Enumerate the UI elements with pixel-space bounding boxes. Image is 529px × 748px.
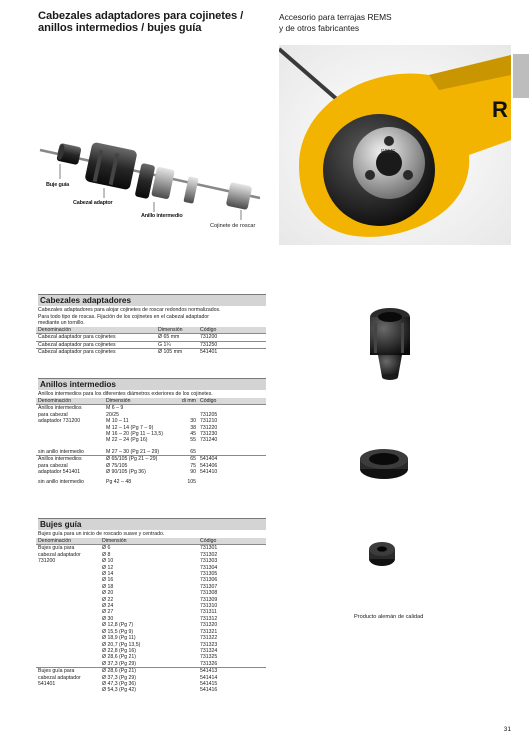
section-anillos-title: Anillos intermedios bbox=[38, 378, 266, 390]
table-row bbox=[36, 334, 266, 341]
dim-line: Ø 18,9 (Pg 11) bbox=[102, 635, 136, 642]
label-buje: Buje guía bbox=[46, 182, 69, 188]
name-line: 731200 bbox=[38, 558, 56, 565]
die-ring-part bbox=[135, 163, 175, 200]
cell-code bbox=[198, 405, 266, 444]
di-line: 65 bbox=[190, 456, 196, 463]
col-header: Denominación bbox=[36, 398, 104, 405]
section-bujes-title: Bujes guía bbox=[38, 518, 266, 530]
name-line: Anillos intermedios bbox=[38, 456, 82, 463]
di-line: 55 bbox=[190, 437, 196, 444]
title-line-2: anillos intermedios / bujes guía bbox=[38, 22, 202, 34]
code-line: 731301 bbox=[200, 545, 218, 552]
code-line: 731210 bbox=[200, 418, 218, 425]
table-row bbox=[36, 456, 266, 476]
col-header: Código bbox=[198, 538, 266, 545]
cell-name: Cabezal adaptador para cojinetes bbox=[36, 349, 156, 356]
code-line: 541414 bbox=[200, 674, 218, 681]
dim-line: M 6 – 9 bbox=[106, 405, 124, 412]
dim-line: 20/25 bbox=[106, 411, 119, 418]
label-anillo: Anillo intermedio bbox=[141, 213, 183, 219]
cabezales-table bbox=[36, 327, 266, 356]
code-line: 731320 bbox=[200, 622, 218, 629]
dim-line: Ø 22 bbox=[102, 596, 114, 603]
dim-line: Ø 75/105 bbox=[106, 462, 128, 469]
cell-dim: M 27 – 30 (Pg 21 – 29) bbox=[106, 448, 160, 455]
cell-dim bbox=[104, 405, 174, 444]
dim-line: Ø 22,8 (Pg 16) bbox=[102, 647, 137, 654]
section-tab bbox=[513, 54, 529, 98]
cell-di: 65 bbox=[190, 448, 196, 455]
adapter-head-photo bbox=[360, 303, 420, 383]
cell-code bbox=[198, 475, 266, 485]
dim-line: Ø 18 bbox=[102, 583, 114, 590]
dim-line: Ø 8 bbox=[102, 551, 111, 558]
cell-code bbox=[198, 668, 266, 694]
title-line-1: Cabezales adaptadores para cojinetes / bbox=[38, 10, 244, 22]
cabezales-desc-line-3: mediante un tornillo. bbox=[38, 320, 85, 327]
col-header: Código bbox=[198, 398, 266, 405]
code-line: 731240 bbox=[200, 437, 218, 444]
dim-line: Ø 28,6 (Pg 21) bbox=[102, 668, 137, 675]
adapter-head-part bbox=[84, 142, 137, 191]
cell-code: 731200 bbox=[198, 334, 266, 341]
table-row bbox=[36, 405, 266, 444]
cell-code: 731250 bbox=[198, 341, 266, 348]
code-line: 731220 bbox=[200, 424, 218, 431]
code-line: 731307 bbox=[200, 583, 218, 590]
cell-name bbox=[36, 668, 100, 694]
di-line: 90 bbox=[190, 469, 196, 476]
name-line: 541401 bbox=[38, 680, 56, 687]
code-line: 731326 bbox=[200, 660, 218, 667]
dim-line: Ø 54,3 (Pg 42) bbox=[102, 687, 137, 694]
code-line: 731308 bbox=[200, 590, 218, 597]
code-line: 731325 bbox=[200, 654, 218, 661]
code-line: 731321 bbox=[200, 628, 218, 635]
dim-line: M 12 – 14 (Pg 7 – 9) bbox=[106, 424, 154, 431]
dim-line: Ø 20 bbox=[102, 590, 114, 597]
dim-line: Ø 15,5 (Pg 9) bbox=[102, 628, 134, 635]
name-line: Bujes guía para bbox=[38, 668, 75, 675]
code-line: 731303 bbox=[200, 558, 218, 565]
code-line: 731311 bbox=[200, 609, 217, 616]
code-line: 541404 bbox=[200, 456, 218, 463]
brand-mark: R bbox=[492, 97, 508, 122]
name-line: para cabezal bbox=[38, 462, 68, 469]
col-header: Código bbox=[198, 327, 266, 334]
cell-name bbox=[36, 545, 100, 668]
table-row bbox=[36, 444, 266, 456]
di-line: 30 bbox=[190, 418, 196, 425]
threading-die-part bbox=[226, 182, 253, 210]
cell-dim bbox=[100, 545, 198, 668]
page-subtitle bbox=[279, 12, 479, 33]
quality-note: Producto alemán de calidad bbox=[354, 614, 424, 620]
col-header: Denominación bbox=[36, 538, 100, 545]
cell-name: sin anillo intermedio bbox=[38, 479, 84, 486]
subtitle-line-1: Accesorio para terrajas REMS bbox=[279, 12, 392, 22]
dim-line: Ø 16 bbox=[102, 577, 114, 584]
die-marking: REMS bbox=[381, 149, 396, 155]
cell-name bbox=[36, 405, 104, 444]
dim-line: Ø 90/105 (Pg 36) bbox=[106, 469, 146, 476]
dim-line: M 10 – 11 bbox=[106, 418, 129, 425]
dim-line: Ø 20,7 (Pg 13,5) bbox=[102, 641, 141, 648]
dim-line: Ø 24 bbox=[102, 603, 114, 610]
cell-name: Cabezal adaptador para cojinetes bbox=[36, 341, 156, 348]
name-line: adaptador 731200 bbox=[38, 418, 81, 425]
cell-code: 541401 bbox=[198, 349, 266, 356]
dim-line: Ø 30 bbox=[102, 615, 114, 622]
cell-code bbox=[198, 456, 266, 476]
col-header: Dimensión bbox=[100, 538, 198, 545]
code-line: 731323 bbox=[200, 641, 218, 648]
table-row bbox=[36, 341, 266, 348]
col-header: di mm bbox=[174, 398, 198, 405]
section-anillos-desc: Anillos intermedios para los diferentes diámetros exteriores de los cojinetes. bbox=[38, 391, 213, 397]
di-line: 38 bbox=[190, 424, 196, 431]
cell-dim bbox=[100, 668, 198, 694]
dim-line: M 22 – 24 (Pg 16) bbox=[106, 437, 148, 444]
dim-line: Ø 10 bbox=[102, 558, 114, 565]
code-line: 731309 bbox=[200, 596, 218, 603]
cell-dim: G 1¼ bbox=[156, 341, 198, 348]
cell-code bbox=[198, 444, 266, 456]
code-line: 541415 bbox=[200, 680, 218, 687]
name-line: cabezal adaptador bbox=[38, 551, 81, 558]
subtitle-line-2: y de otros fabricantes bbox=[279, 22, 360, 33]
code-line: 731205 bbox=[200, 411, 218, 418]
code-line: 731230 bbox=[200, 431, 218, 438]
section-cabezales-title: Cabezales adaptadores bbox=[38, 294, 266, 306]
cell-code bbox=[198, 545, 266, 668]
col-header: Dimensión bbox=[156, 327, 198, 334]
dim-line: Ø 65/105 (Pg 21 – 29) bbox=[106, 456, 158, 463]
dim-line: Ø 37,3 (Pg 29) bbox=[102, 674, 137, 681]
code-line: 731322 bbox=[200, 635, 218, 642]
code-line: 541406 bbox=[200, 462, 218, 469]
code-line: 541410 bbox=[200, 469, 218, 476]
dim-line: M 16 – 20 (Pg 11 – 13,5) bbox=[106, 431, 164, 438]
code-line: 731302 bbox=[200, 551, 218, 558]
name-line: Bujes guía para bbox=[38, 545, 75, 552]
bujes-table bbox=[36, 538, 266, 694]
code-line: 731310 bbox=[200, 603, 218, 610]
guide-bushing-part bbox=[56, 143, 81, 165]
cell-di bbox=[174, 405, 198, 444]
dim-line: Ø 28,6 (Pg 21) bbox=[102, 654, 137, 661]
dim-line: Ø 27 bbox=[102, 609, 114, 616]
cell-di bbox=[174, 456, 198, 476]
cell-name: Cabezal adaptador para cojinetes bbox=[36, 334, 156, 341]
code-line: 541413 bbox=[200, 668, 218, 675]
table-row bbox=[36, 545, 266, 668]
cell-dim bbox=[104, 456, 174, 476]
page-title bbox=[38, 10, 268, 34]
di-line: 45 bbox=[190, 431, 196, 437]
die-head-in-ratchet-photo bbox=[279, 45, 511, 245]
code-line: 731304 bbox=[200, 564, 218, 571]
page-number: 31 bbox=[503, 726, 511, 733]
cabezales-desc-line-2: Para todo tipo de roscas. Fijación de los cojinetes en el cabezal adaptador bbox=[38, 313, 210, 320]
dim-line: Ø 12,8 (Pg 7) bbox=[102, 622, 134, 629]
table-row bbox=[36, 475, 266, 485]
cell-name bbox=[36, 456, 104, 476]
dim-line: Ø 37,3 (Pg 29) bbox=[102, 660, 137, 667]
cabezales-desc-line-1: Cabezales adaptadores para alojar cojinetes de roscar redondos normalizados. bbox=[38, 307, 221, 313]
col-header: Dimensión bbox=[104, 398, 174, 405]
dim-line: Ø 47,3 (Pg 36) bbox=[102, 680, 137, 687]
section-bujes-desc: Bujes guía para un inicio de roscado suave y centrado. bbox=[38, 531, 165, 537]
cell-dim: Ø 105 mm bbox=[156, 349, 198, 356]
cell-name: sin anillo intermedio bbox=[38, 448, 84, 455]
label-cojinete: Cojinete de roscar bbox=[210, 223, 256, 229]
table-row bbox=[36, 349, 266, 356]
table-header-row bbox=[36, 398, 266, 405]
name-line: para cabezal bbox=[38, 411, 68, 418]
dim-line: Ø 6 bbox=[102, 545, 111, 552]
name-line: Anillos intermedios bbox=[38, 405, 82, 412]
name-line: cabezal adaptador bbox=[38, 674, 81, 681]
section-cabezales-desc bbox=[38, 307, 266, 327]
table-header-row bbox=[36, 538, 266, 545]
cell-di: 105 bbox=[187, 479, 196, 486]
code-line: 731312 bbox=[200, 615, 218, 622]
code-line: 731305 bbox=[200, 571, 218, 578]
code-line: 731324 bbox=[200, 647, 218, 654]
intermediate-ring-part bbox=[183, 176, 198, 204]
name-line: adaptador 541401 bbox=[38, 469, 81, 476]
label-cabezal: Cabezal adaptor bbox=[73, 200, 113, 206]
anillos-table bbox=[36, 398, 266, 486]
dim-line: Ø 12 bbox=[102, 564, 114, 571]
cell-dim: Pg 42 – 48 bbox=[106, 479, 132, 486]
col-header: Denominación bbox=[36, 327, 156, 334]
code-line: 731306 bbox=[200, 577, 218, 584]
code-line: 541416 bbox=[200, 687, 218, 694]
guide-bushing-photo bbox=[366, 540, 398, 568]
table-row bbox=[36, 668, 266, 694]
dim-line: Ø 14 bbox=[102, 571, 114, 578]
table-header-row bbox=[36, 327, 266, 334]
cell-dim: Ø 65 mm bbox=[156, 334, 198, 341]
intermediate-ring-photo bbox=[356, 447, 412, 481]
di-line: 75 bbox=[190, 462, 196, 469]
